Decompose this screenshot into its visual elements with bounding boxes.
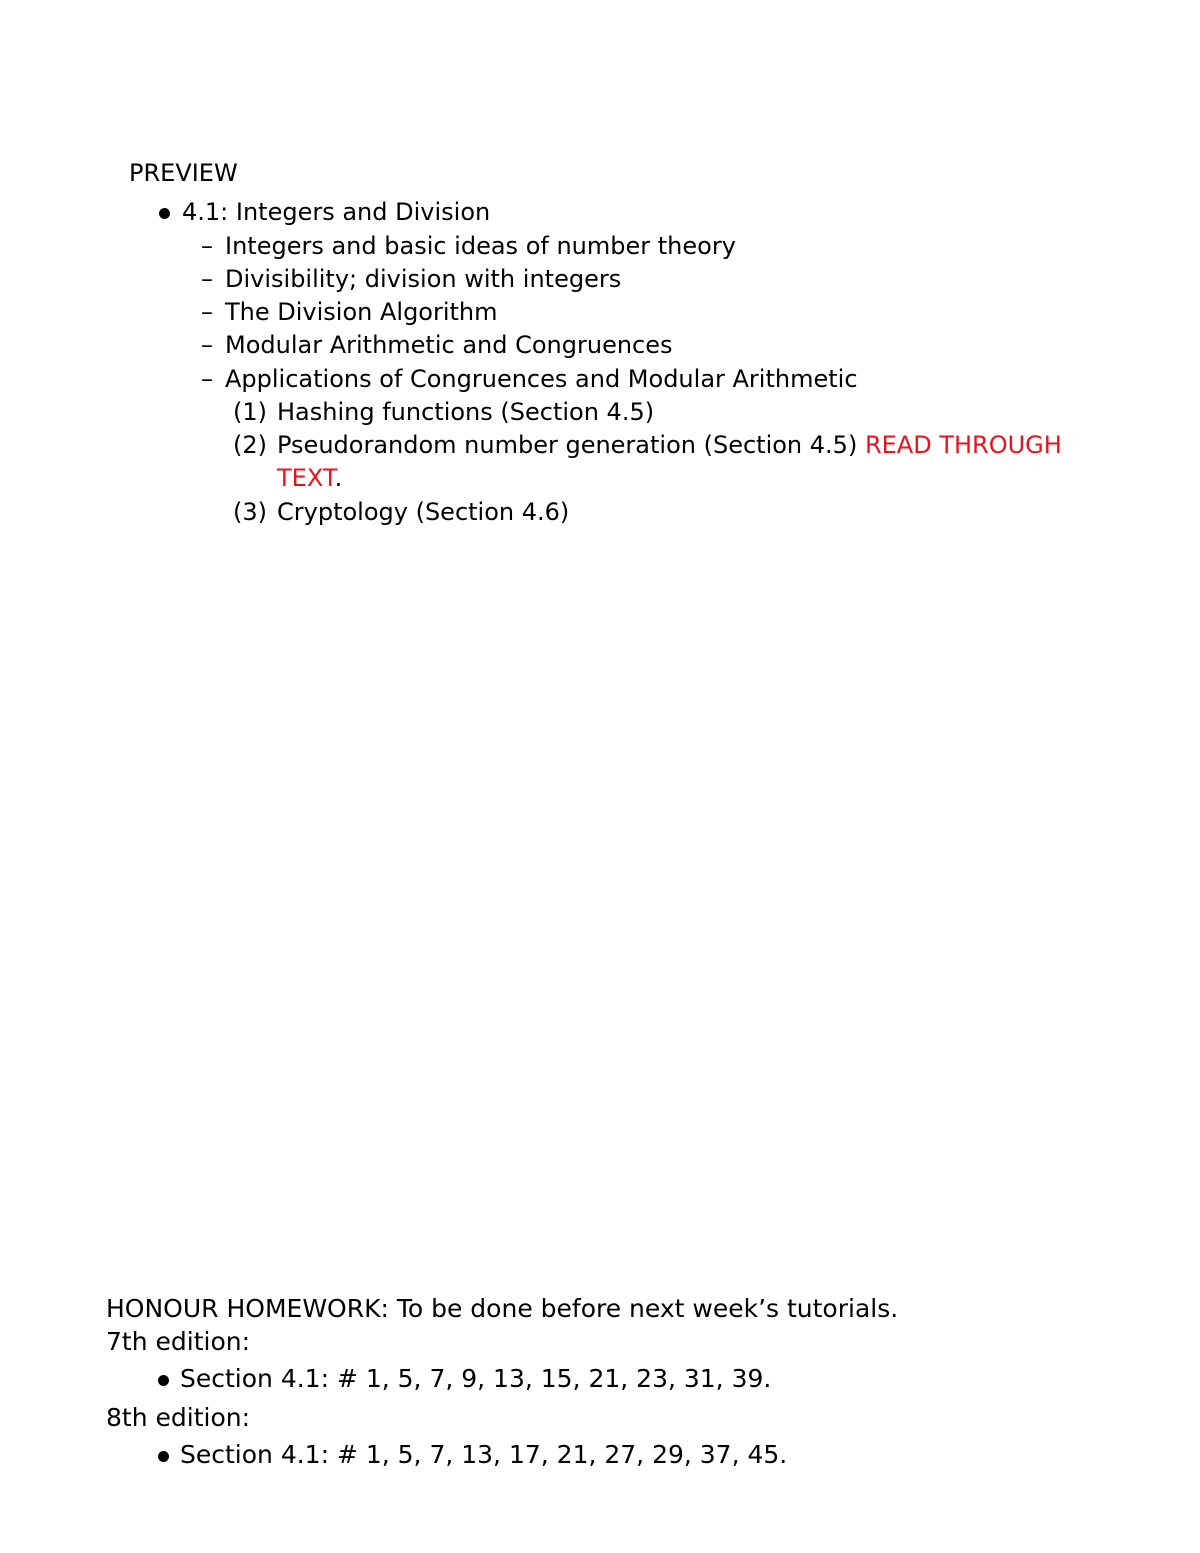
dash-marker: –	[201, 232, 213, 260]
dash-marker: –	[201, 331, 213, 359]
read-note-continued: TEXT	[277, 464, 335, 492]
dash-marker: –	[201, 298, 213, 326]
topic-item: Modular Arithmetic and Congruences	[225, 331, 673, 359]
application-item: Hashing functions (Section 4.5)	[277, 398, 655, 426]
topic-item: Applications of Congruences and Modular Arithmetic	[225, 365, 858, 393]
preview-heading: PREVIEW	[129, 159, 238, 187]
application-item	[277, 430, 1062, 460]
homework-title: HONOUR HOMEWORK: To be done before next week’s tutorials.	[106, 1294, 899, 1323]
application-number: (2)	[233, 431, 267, 459]
bullet-icon	[158, 1451, 169, 1462]
section-title: 4.1: Integers and Division	[182, 198, 491, 226]
topic-item: Integers and basic ideas of number theory	[225, 232, 736, 260]
bullet-icon	[158, 1375, 169, 1386]
application-number: (3)	[233, 498, 267, 526]
application-text: Pseudorandom number generation (Section 4.5)	[277, 431, 858, 459]
bullet-icon	[159, 208, 170, 219]
edition-7-exercises: Section 4.1: # 1, 5, 7, 9, 13, 15, 21, 23, 31, 39.	[180, 1364, 772, 1393]
topic-item: Divisibility; division with integers	[225, 265, 622, 293]
read-note: READ THROUGH	[864, 431, 1062, 459]
dash-marker: –	[201, 365, 213, 393]
application-item: Cryptology (Section 4.6)	[277, 498, 570, 526]
trailing-period: .	[334, 464, 343, 492]
dash-marker: –	[201, 265, 213, 293]
edition-7-label: 7th edition:	[106, 1327, 251, 1356]
application-item-continued	[277, 463, 342, 493]
application-number: (1)	[233, 398, 267, 426]
edition-8-label: 8th edition:	[106, 1403, 251, 1432]
edition-8-exercises: Section 4.1: # 1, 5, 7, 13, 17, 21, 27, 29, 37, 45.	[180, 1440, 788, 1469]
topic-item: The Division Algorithm	[225, 298, 498, 326]
